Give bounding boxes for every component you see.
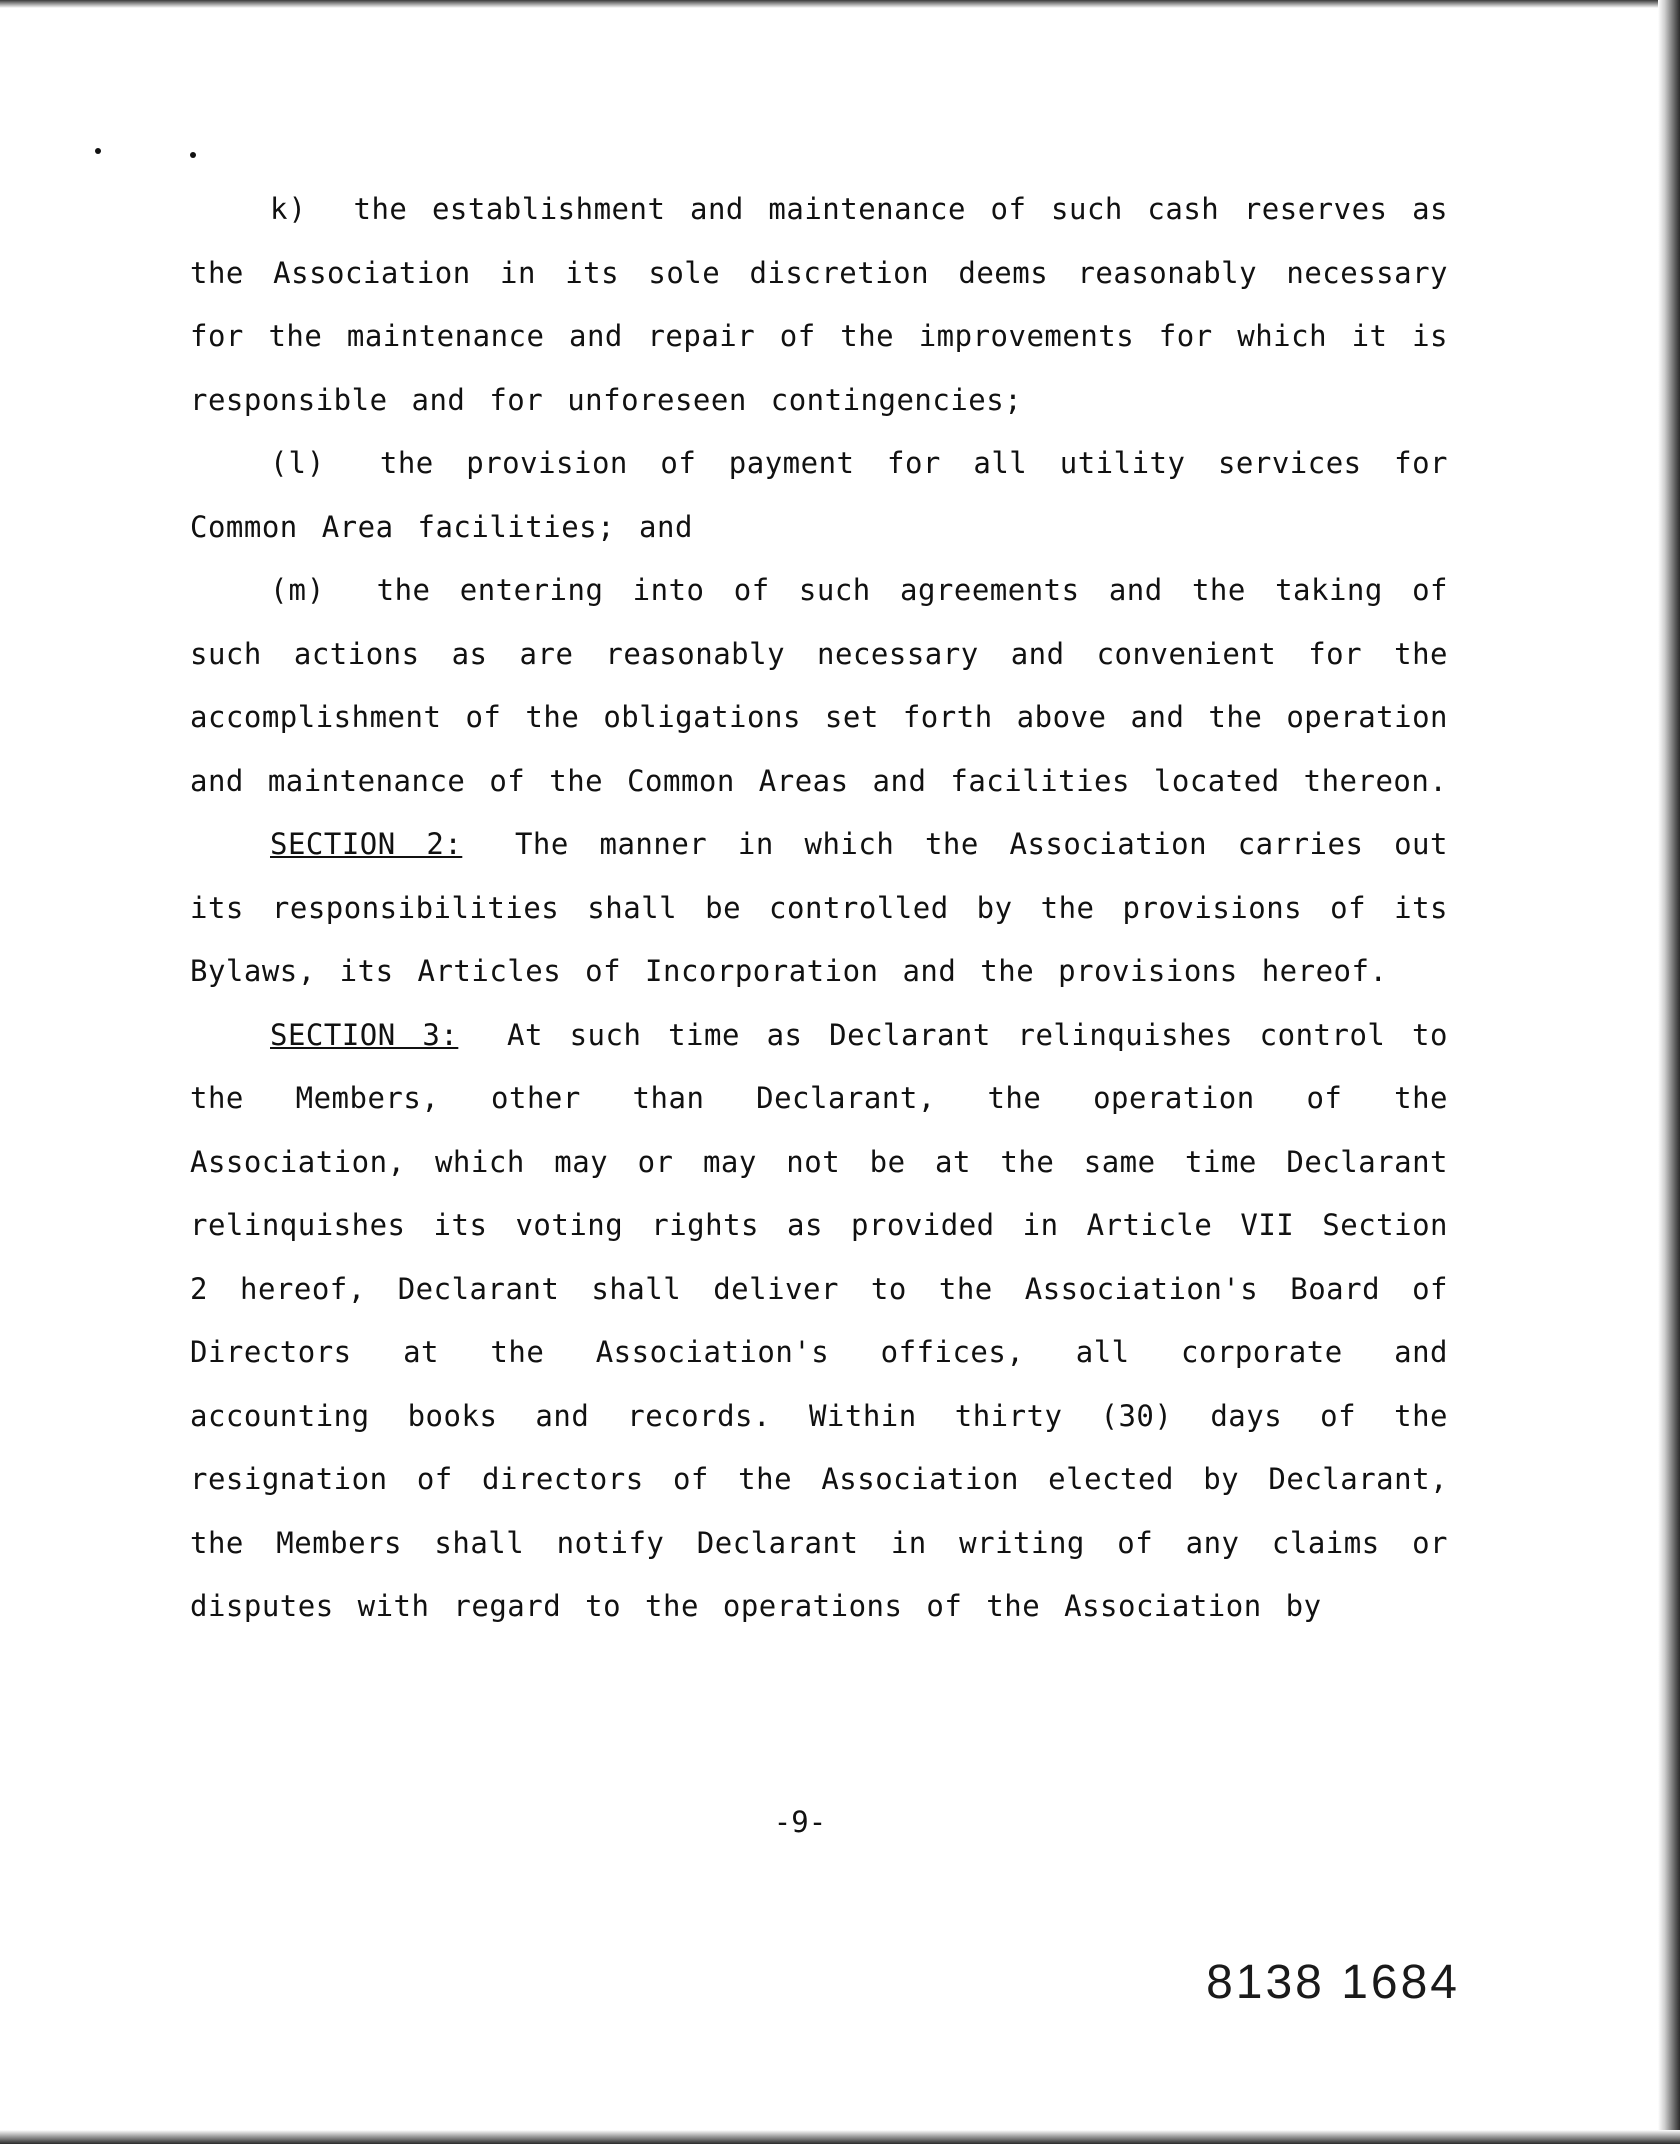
scan-edge-right: [1658, 0, 1680, 2144]
item-label: (l): [270, 446, 326, 480]
paragraph-l: [190, 432, 1448, 559]
paragraph-text: the establishment and maintenance of such cash reserves as the Association in its sole discretion deems reasonably necessary for the maintenance and repair of the improvements for which it is responsible and for unforeseen contingencies;: [190, 192, 1448, 417]
item-label: (m): [270, 573, 326, 607]
scan-edge-bottom: [0, 2130, 1680, 2144]
section-2: [190, 813, 1448, 1004]
item-label: k): [270, 192, 307, 226]
paragraph-text: the provision of payment for all utility services for Common Area facilities; and: [190, 446, 1448, 544]
paragraph-text: the entering into of such agreements and the taking of such actions as are reasonably necessary and convenient for the accomplishment of the obligations set forth above and the operation and maintenance of the Common Areas and facilities located thereon.: [190, 573, 1448, 798]
section-heading: SECTION 3:: [270, 1017, 459, 1052]
paragraph-k: [190, 178, 1448, 432]
section-3: [190, 1004, 1448, 1639]
paragraph-m: [190, 559, 1448, 813]
document-body: [190, 178, 1448, 1639]
document-number: 8138 1684: [1206, 1956, 1460, 2009]
page-number: -9-: [773, 1805, 827, 1839]
section-heading: SECTION 2:: [270, 827, 463, 861]
scan-speck: [190, 152, 196, 158]
scan-speck: [95, 148, 101, 154]
section-text: At such time as Declarant relinquishes control to the Members, other than Declarant, the operation of the Association, which may or may not be at the same time Declarant relinquishes its voting rights as provided in Article VII Section 2 hereof, Declarant shall deliver to the Association's Board of Directors at the Association's offices, all corporate and accounting books and records. Within thirty (30) days of the resignation of directors of the Association elected by Declarant, the Members shall notify Declarant in writing of any claims or disputes with regard to the operations of the Association by: [190, 1017, 1448, 1623]
section-text: The manner in which the Association carries out its responsibilities shall be controlled by the provisions of its Bylaws, its Articles of Incorporation and the provisions hereof.: [190, 827, 1448, 988]
scan-edge-top: [0, 0, 1680, 8]
